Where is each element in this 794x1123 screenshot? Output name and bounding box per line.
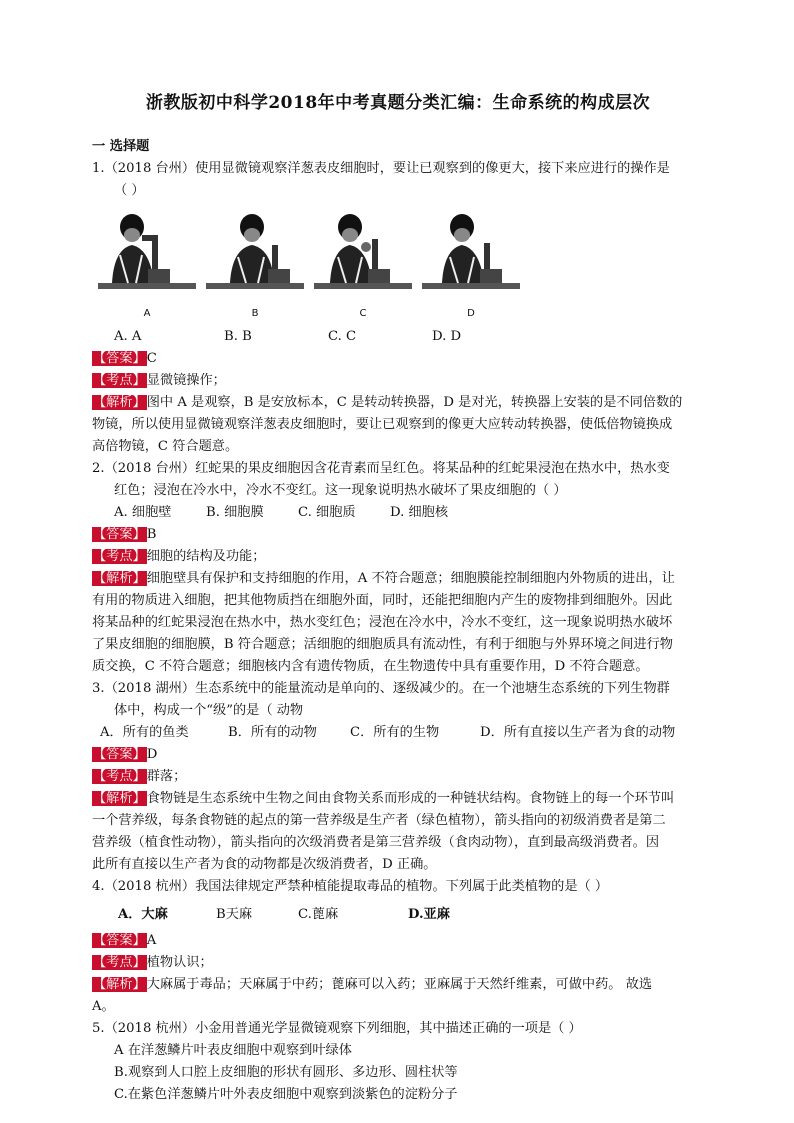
student-microscope-photo-d (422, 205, 520, 303)
q3-stem-line1: 3.（2018 湖州）生态系统中的能量流动是单向的、逐级减少的。在一个池塘生态系统的下列生物群 (92, 681, 670, 696)
q1-answer (92, 348, 157, 370)
q3-option-c: C．所有的生物 (350, 725, 440, 740)
answer-tag: 【答案】 (93, 351, 146, 366)
q4-analysis-line1 (92, 974, 652, 996)
q1-analysis-line2: 物镜，所以使用显微镜观察洋葱表皮细胞时，要让已观察到的像更大应转动转换器，使低倍物镜换成 (92, 417, 673, 432)
q1-photo-label: D (467, 308, 475, 319)
q2-analysis-line1 (92, 568, 675, 590)
q3-option-d: D．所有直接以生产者为食的动物 (480, 725, 676, 740)
q1-photo-label: B (251, 308, 259, 319)
q3-options (100, 722, 675, 744)
q4-answer (92, 930, 156, 952)
q1-option-d: D. D (432, 329, 462, 344)
q2-knowledge-point (92, 546, 265, 568)
student-microscope-photo-a (98, 205, 196, 303)
q2-option-b: B. 细胞膜 (206, 505, 264, 520)
q1-photo-a (98, 205, 196, 319)
student-microscope-photo-b (206, 205, 304, 303)
answer-value: A (146, 933, 157, 948)
kp-tag: 【考点】 (93, 955, 146, 970)
q2-option-c: C. 细胞质 (298, 505, 356, 520)
q3-stem-line2: 体中，构成一个“级”的是（ 动物 (114, 703, 304, 718)
q4-option-b: B天麻 (216, 907, 253, 922)
q2-analysis-line4: 了果皮细胞的细胞膜，B 符合题意；活细胞的细胞质具有流动性，有利于细胞与外界环境之间进行物 (92, 637, 673, 652)
q1-analysis-line1 (92, 392, 682, 414)
analysis-text: 食物链是生态系统中生物之间由食物关系而形成的一种链状结构。食物链上的每一个环节叫 (146, 791, 675, 806)
q4-knowledge-point (92, 952, 213, 974)
q2-options (114, 502, 448, 524)
q5-option-a: A 在洋葱鳞片叶表皮细胞中观察到叶绿体 (114, 1043, 352, 1058)
q3-option-a: A．所有的鱼类 (100, 725, 189, 740)
q4-option-c: C.蓖麻 (298, 907, 339, 922)
q1-option-c: C. C (328, 329, 357, 344)
answer-tag: 【答案】 (93, 747, 146, 762)
q4-option-d: D.亚麻 (408, 907, 450, 922)
q1-photo-row (98, 205, 608, 323)
q1-photo-b (206, 205, 304, 319)
student-microscope-photo-c (314, 205, 412, 303)
q3-analysis-line4: 此所有直接以生产者为食的动物都是次级消费者，D 正确。 (92, 857, 437, 872)
analysis-text: 大麻属于毒品；天麻属于中药；蓖麻可以入药；亚麻属于天然纤维素，可做中药。 故选 (146, 977, 653, 992)
page-title: 浙教版初中科学2018年中考真题分类汇编：生命系统的构成层次 (145, 93, 651, 113)
kp-tag: 【考点】 (93, 549, 146, 564)
analysis-tag: 【解析】 (93, 395, 146, 410)
q2-analysis-line3: 将某品种的红蛇果浸泡在热水中，热水变红色；浸泡在冷水中，冷水不变红，这一现象说明热水破坏 (92, 615, 673, 630)
q1-stem-line1: 1.（2018 台州）使用显微镜观察洋葱表皮细胞时，要让已观察到的像更大，接下来应进行的操作是 (92, 161, 670, 176)
kp-tag: 【考点】 (93, 769, 146, 784)
q1-option-b: B. B (224, 329, 252, 344)
q4-option-a: A．大麻 (118, 907, 168, 922)
q5-option-c: C.在紫色洋葱鳞片叶外表皮细胞中观察到淡紫色的淀粉分子 (114, 1087, 458, 1102)
q1-photo-c (314, 205, 412, 319)
kp-tag: 【考点】 (93, 373, 146, 388)
q4-stem-line1: 4.（2018 杭州）我国法律规定严禁种植能提取毒品的植物。下列属于此类植物的是（ ） (92, 879, 609, 894)
q1-option-a: A. A (114, 329, 142, 344)
answer-tag: 【答案】 (93, 933, 146, 948)
q2-stem-line1: 2.（2018 台州）红蛇果的果皮细胞因含花青素而呈红色。将某品种的红蛇果浸泡在热水中，热水变 (92, 461, 670, 476)
analysis-tag: 【解析】 (93, 791, 146, 806)
answer-value: D (146, 747, 158, 762)
q4-analysis-line2: A。 (92, 999, 115, 1014)
q2-answer (92, 524, 156, 546)
q1-knowledge-point (92, 370, 226, 392)
q1-stem-line2: （ ） (114, 183, 145, 198)
kp-value: 群落； (146, 769, 187, 784)
q3-analysis-line2: 一个营养级，每条食物链的起点的第一营养级是生产者（绿色植物），箭头指向的初级消费者是第二 (92, 813, 666, 828)
q4-options (118, 904, 450, 926)
q1-photo-d (422, 205, 520, 319)
analysis-text: 细胞壁具有保护和支持细胞的作用，A 不符合题意；细胞膜能控制细胞内外物质的进出，让 (146, 571, 675, 586)
analysis-tag: 【解析】 (93, 571, 146, 586)
q1-photo-label: C (359, 308, 367, 319)
analysis-text: 图中 A 是观察，B 是安放标本，C 是转动转换器，D 是对光，转换器上安装的是不同倍数的 (146, 395, 683, 410)
q2-option-d: D. 细胞核 (390, 505, 449, 520)
answer-value: C (146, 351, 157, 366)
q2-option-a: A. 细胞壁 (114, 505, 172, 520)
answer-tag: 【答案】 (93, 527, 146, 542)
kp-value: 细胞的结构及功能； (146, 549, 266, 564)
q3-analysis-line1 (92, 788, 674, 810)
kp-value: 植物认识； (146, 955, 213, 970)
q2-stem-line2: 红色；浸泡在冷水中，冷水不变红。这一现象说明热水破坏了果皮细胞的（ ） (114, 483, 567, 498)
q5-option-b: B.观察到人口腔上皮细胞的形状有圆形、多边形、圆柱状等 (114, 1065, 458, 1080)
q2-analysis-line5: 质交换，C 不符合题意；细胞核内含有遗传物质，在生物遗传中具有重要作用，D 不符合题意。 (92, 659, 649, 674)
section-heading: 一 选择题 (92, 139, 150, 154)
answer-value: B (146, 527, 157, 542)
q1-options (114, 326, 461, 348)
q5-stem-line1: 5.（2018 杭州）小金用普通光学显微镜观察下列细胞，其中描述正确的一项是（ ） (92, 1021, 582, 1036)
q2-analysis-line2: 有用的物质进入细胞，把其他物质挡在细胞外面，同时，还能把细胞内产生的废物排到细胞外。因此 (92, 593, 673, 608)
q3-option-b: B．所有的动物 (228, 725, 317, 740)
q3-answer (92, 744, 157, 766)
q3-analysis-line3: 营养级（植食性动物），箭头指向的次级消费者是第三营养级（食肉动物），直到最高级消费者。因 (92, 835, 660, 850)
analysis-tag: 【解析】 (93, 977, 146, 992)
kp-value: 显微镜操作； (146, 373, 226, 388)
q3-knowledge-point (92, 766, 186, 788)
q1-analysis-line3: 高倍物镜，C 符合题意。 (92, 439, 239, 454)
q1-photo-label: A (143, 308, 151, 319)
